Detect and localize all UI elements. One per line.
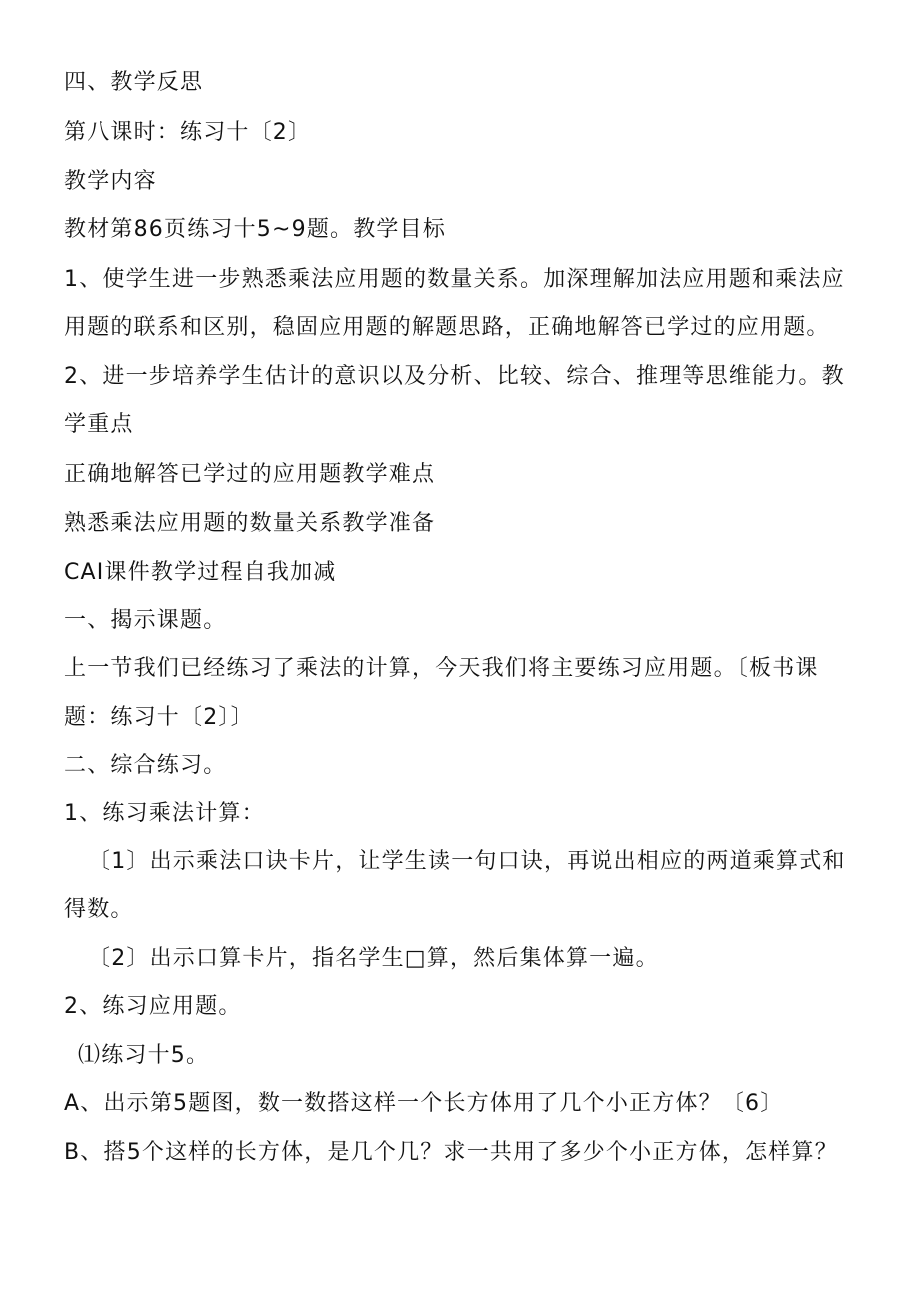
intro-paragraph-line-2: 题：练习十〔2〕〕 bbox=[64, 705, 254, 730]
practice-subitem-1-line-2: 得数。 bbox=[64, 897, 134, 922]
key-point-line: 正确地解答已学过的应用题教学难点 bbox=[64, 462, 436, 487]
exercise-question-b: B、搭5个这样的长方体，是几个几？求一共用了多少个小正方体，怎样算？ bbox=[64, 1140, 838, 1165]
objective-1-line-1: 1、使学生进一步熟悉乘法应用题的数量关系。加深理解加法应用题和乘法应 bbox=[64, 267, 845, 292]
practice-subitem-2: 〔2〕出示口算卡片，指名学生□算，然后集体算一遍。 bbox=[88, 946, 659, 971]
objective-2-line-2: 学重点 bbox=[64, 412, 134, 437]
lesson-title: 第八课时：练习十〔2〕 bbox=[64, 120, 312, 145]
section-heading-practice: 二、综合练习。 bbox=[64, 753, 227, 778]
practice-item-1: 1、练习乘法计算： bbox=[64, 801, 265, 826]
preparation-line: CAI课件教学过程自我加减 bbox=[64, 560, 337, 585]
objective-1-line-2: 用题的联系和区别，稳固应用题的解题思路，正确地解答已学过的应用题。 bbox=[64, 315, 830, 340]
difficulty-line: 熟悉乘法应用题的数量关系教学准备 bbox=[64, 511, 436, 536]
intro-paragraph-line-1: 上一节我们已经练习了乘法的计算，今天我们将主要练习应用题。〔板书课 bbox=[64, 656, 819, 681]
exercise-item-1: ⑴练习十5。 bbox=[78, 1043, 210, 1068]
section-heading-reflection: 四、教学反思 bbox=[64, 70, 204, 95]
content-line: 教材第86页练习十5~9题。教学目标 bbox=[64, 217, 447, 242]
objective-2-line-1: 2、进一步培养学生估计的意识以及分析、比较、综合、推理等思维能力。教 bbox=[64, 364, 845, 389]
practice-item-2: 2、练习应用题。 bbox=[64, 994, 242, 1019]
practice-subitem-1-line-1: 〔1〕出示乘法口诀卡片，让学生读一句口诀，再说出相应的两道乘算式和 bbox=[88, 849, 846, 874]
heading-teaching-content: 教学内容 bbox=[64, 169, 157, 194]
section-heading-reveal: 一、揭示课题。 bbox=[64, 608, 227, 633]
exercise-question-a: A、出示第5题图，数一数搭这样一个长方体用了几个小正方体？〔6〕 bbox=[64, 1091, 784, 1116]
